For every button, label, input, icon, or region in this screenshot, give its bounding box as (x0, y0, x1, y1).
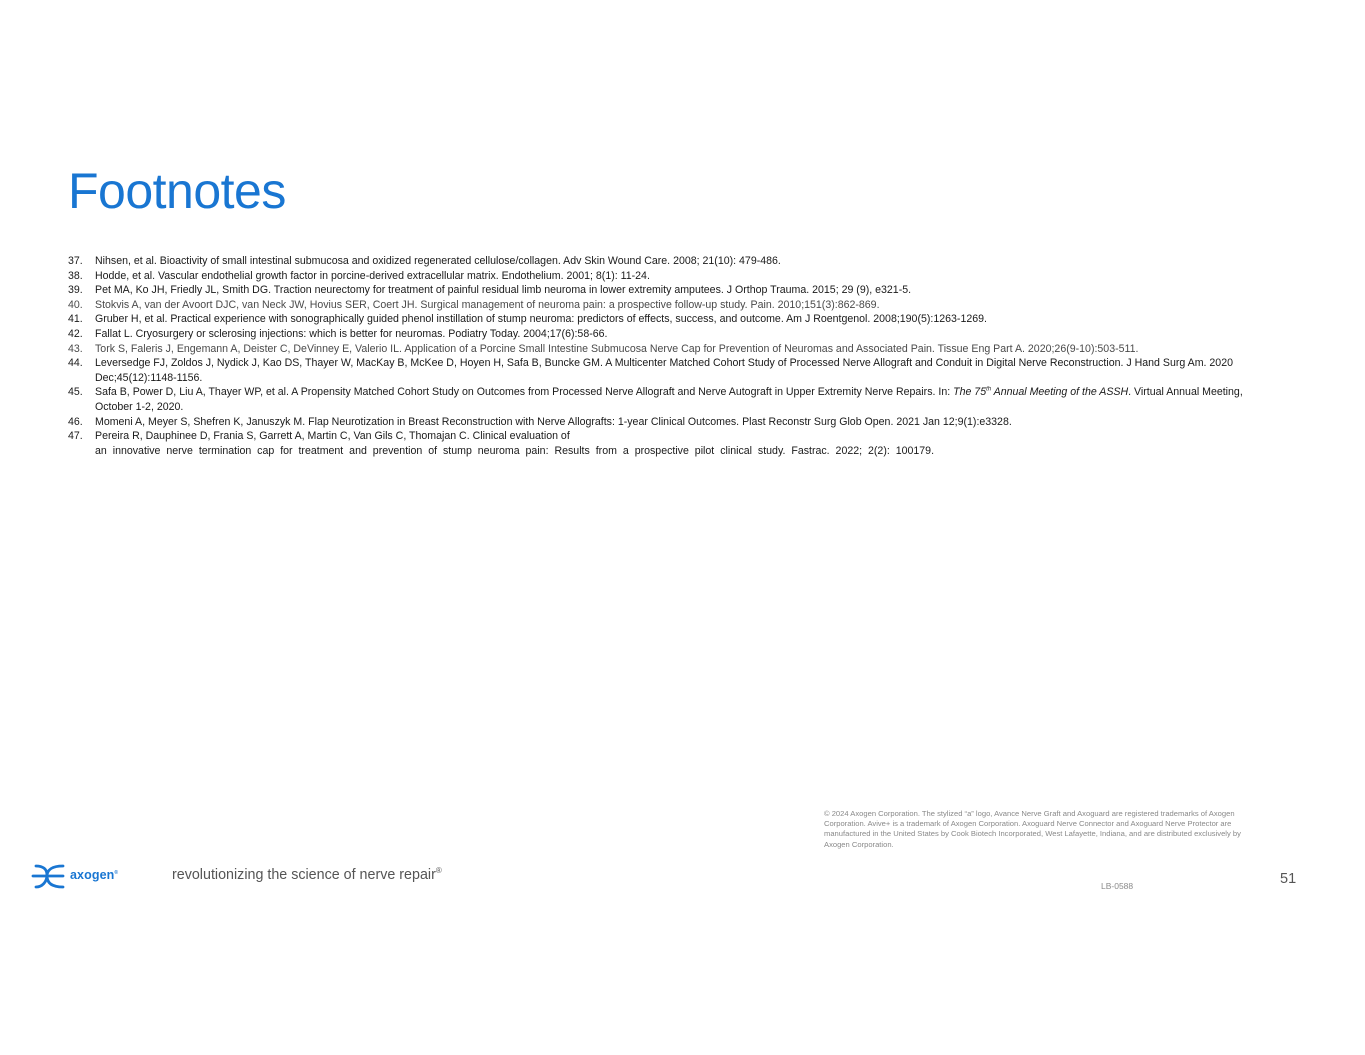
page-title: Footnotes (68, 163, 286, 219)
axogen-a-icon (30, 860, 66, 892)
document-code: LB-0588 (1101, 881, 1134, 891)
footnote-item (68, 429, 1268, 458)
footnote-number: 40. (68, 298, 83, 311)
axogen-logo (30, 860, 118, 892)
footnote-item (68, 298, 1268, 313)
footnote-number: 47. (68, 430, 83, 443)
tagline-registered-mark: ® (435, 866, 442, 875)
tagline (172, 866, 442, 883)
footnote-text: Gruber H, et al. Practical experience with sonographically guided phenol instillation of stump neuroma: predictors of effects, success, and outcome. Am J Roentgenol. 2008;190(5):1263-1269. (95, 313, 987, 326)
footnote-text: Pereira R, Dauphinee D, Frania S, Garrett A, Martin C, Van Gils C, Thomajan C. Clinical evaluation of (95, 430, 570, 443)
footnote-text: Fallat L. Cryosurgery or sclerosing injections: which is better for neuromas. Podiatry Today. 2004;17(6):58-66. (95, 327, 608, 340)
footnote-text: Momeni A, Meyer S, Shefren K, Januszyk M. Flap Neurotization in Breast Reconstruction with Nerve Allografts: 1-year Clinical Outcomes. Plast Reconstr Surg Glob Open. 2021 Jan 12;9(1):e3328. (95, 415, 1012, 428)
logo-word-text: axogen (70, 868, 115, 882)
footnote-text: Safa B, Power D, Liu A, Thayer WP, et al. A Propensity Matched Cohort Study on Outcomes from Processed Nerve Allograft and Nerve Autograft in Upper Extremity Nerve Repairs. In: (95, 386, 954, 399)
logo-registered-mark: ® (114, 869, 119, 876)
footnote-item (68, 327, 1268, 342)
footnote-number: 44. (68, 357, 83, 370)
footnote-text: Tork S, Faleris J, Engemann A, Deister C, DeVinney E, Valerio IL. Application of a Porcine Small Intestine Submucosa Nerve Cap for Prevention of Neuromas and Associated Pain. Tissue Eng Part A. 2020;26(9-10):503-511. (95, 342, 1139, 355)
logo-wordmark (70, 868, 118, 882)
footnote-number: 43. (68, 342, 83, 355)
footnote-number: 37. (68, 255, 83, 267)
footnote-item (68, 356, 1268, 385)
footnote-superscript: th (986, 386, 992, 393)
footnote-text: Stokvis A, van der Avoort DJC, van Neck JW, Hovius SER, Coert JH. Surgical management of neuroma pain: a prospective follow-up study. Pain. 2010;151(3):862-869. (95, 298, 880, 311)
footnote-item (68, 385, 1268, 414)
footnote-number: 46. (68, 415, 83, 428)
footnote-number: 38. (68, 269, 83, 282)
footnote-item (68, 254, 1268, 269)
footnote-number: 42. (68, 327, 83, 340)
footnote-text: an innovative nerve termination cap for treatment and prevention of stump neuroma pain: Results from a prospective pilot clinical study. Fastrac. 2022; 2(2): 100179. (95, 444, 935, 457)
footnote-text: Pet MA, Ko JH, Friedly JL, Smith DG. Traction neurectomy for treatment of painful residual limb neuroma in lower extremity amputees. J Orthop Trauma. 2015; 29 (9), e321-5. (95, 284, 912, 297)
footnote-item (68, 283, 1268, 298)
copyright-notice: © 2024 Axogen Corporation. The stylized “a” logo, Avance Nerve Graft and Axoguard are registered trademarks of Axogen Corporation. Avive+ is a trademark of Axogen Corporation. Axoguard Nerve Connector and Axoguard Nerve Protector are manufactured in the United States by Cook Biotech Incorporated, West Lafayette, Indiana, and are distributed exclusively by Axogen Corporation. (824, 809, 1241, 849)
footnote-item (68, 312, 1268, 327)
tagline-text: revolutionizing the science of nerve repair (172, 866, 436, 883)
footnote-number: 45. (68, 386, 83, 399)
footnote-item (68, 415, 1268, 430)
footnote-text: Leversedge FJ, Zoldos J, Nydick J, Kao DS, Thayer W, MacKay B, McKee D, Hoyen H, Safa B, Buncke GM. A Multicenter Matched Cohort Study of Processed Nerve Allograft and Conduit in Digital Nerve Reconstruction. J Hand Surg Am. 2020 Dec;45(12):1148-1156. (95, 357, 1233, 384)
footnote-italic-text: Annual Meeting of the ASSH (991, 386, 1129, 399)
footnote-text: Nihsen, et al. Bioactivity of small intestinal submucosa and oxidized regenerated cellulose/collagen. Adv Skin Wound Care. 2008; 21(10): 479-486. (95, 255, 781, 267)
footnote-item (68, 269, 1268, 284)
footnote-text: . Virtual Annual Meeting, October 1-2, 2020. (95, 386, 1243, 413)
footnote-text: Hodde, et al. Vascular endothelial growth factor in porcine-derived extracellular matrix. Endothelium. 2001; 8(1): 11-24. (95, 269, 650, 282)
footnote-number: 41. (68, 313, 83, 326)
page-number: 51 (1280, 871, 1297, 887)
footnote-item (68, 342, 1268, 357)
footnote-number: 39. (68, 284, 83, 297)
footnote-list (68, 254, 1268, 458)
footnote-italic-text: The 75 (953, 386, 987, 399)
